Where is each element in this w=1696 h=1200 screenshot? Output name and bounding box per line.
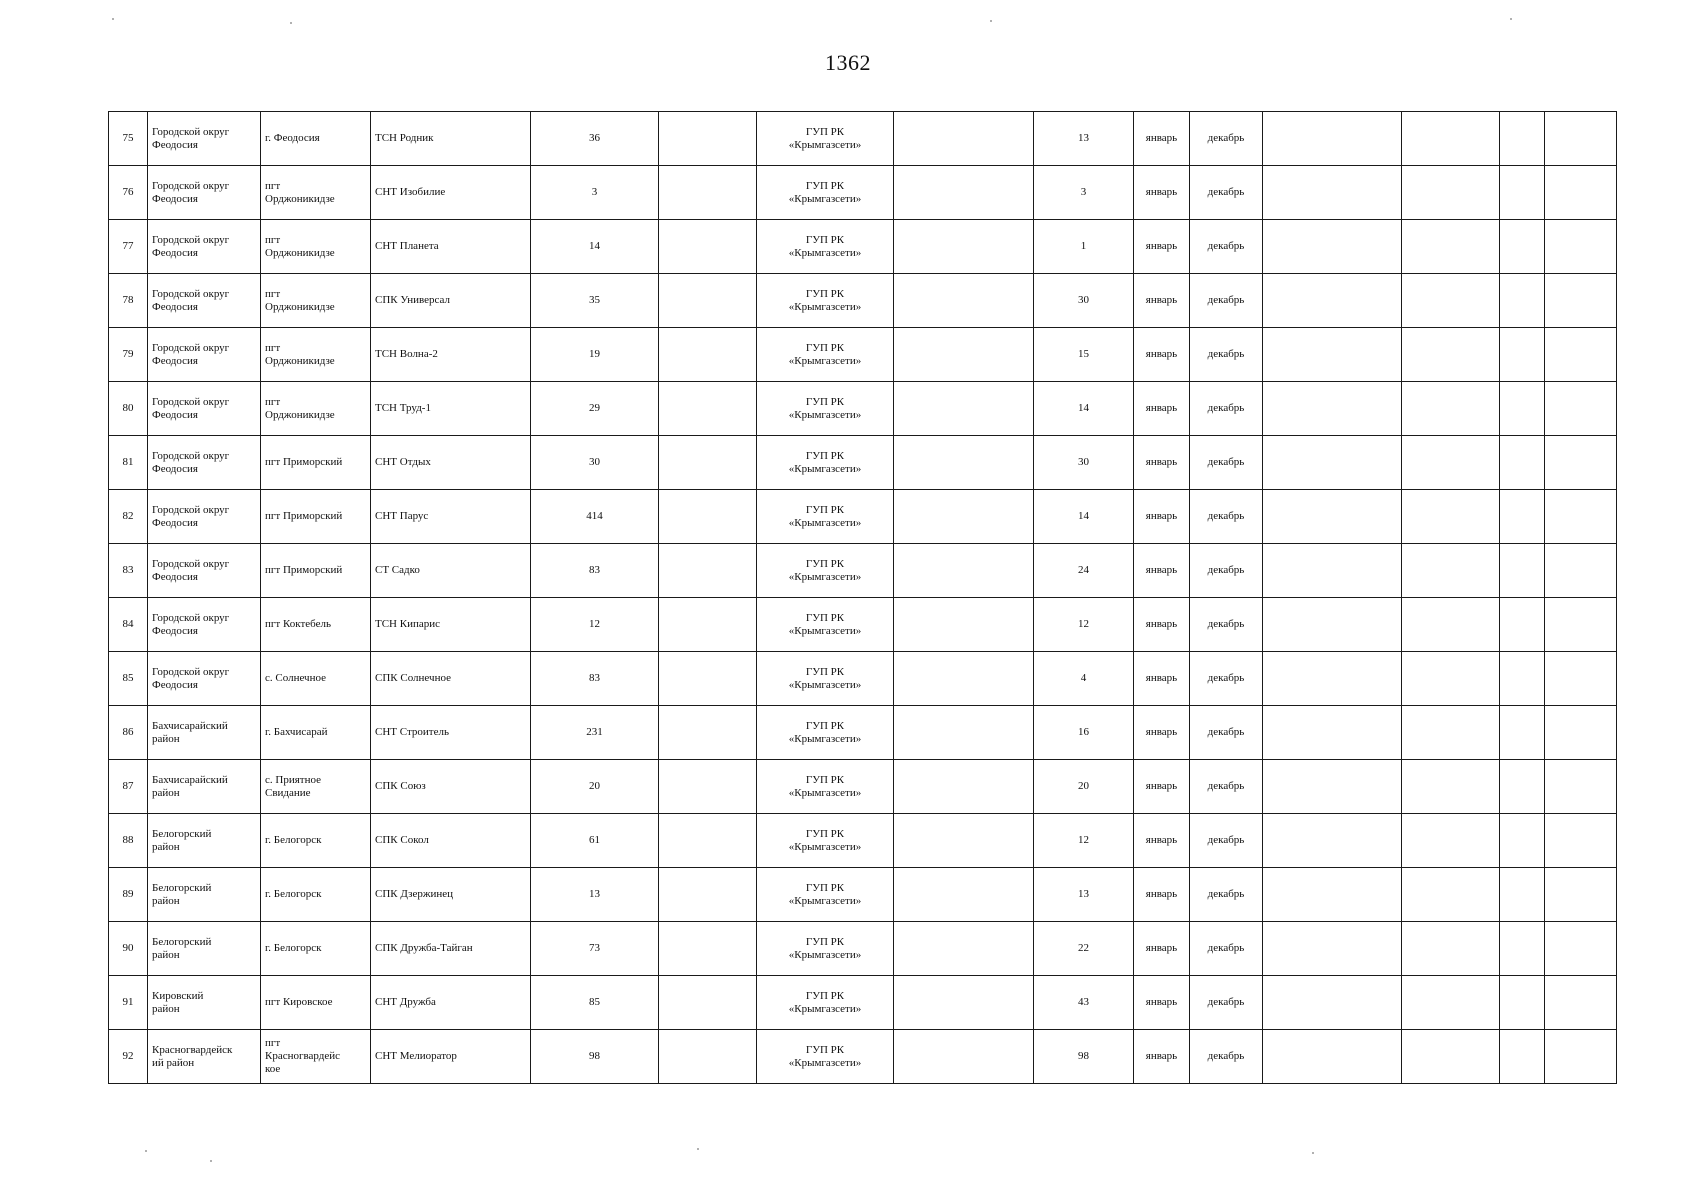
- district-cell: Городской округ Феодосия: [148, 328, 261, 382]
- scan-speck: [1312, 1152, 1314, 1154]
- row-number: 85: [109, 652, 148, 706]
- empty-cell: [1545, 1030, 1617, 1084]
- district-cell: Городской округ Феодосия: [148, 544, 261, 598]
- count-secondary-cell: 14: [1034, 490, 1134, 544]
- empty-cell: [894, 328, 1034, 382]
- row-number: 84: [109, 598, 148, 652]
- district-cell: Городской округ Феодосия: [148, 274, 261, 328]
- organization-cell: ГУП РК «Крымгазсети»: [757, 220, 894, 274]
- district-cell: Городской округ Феодосия: [148, 490, 261, 544]
- association-name-cell: ТСН Родник: [371, 112, 531, 166]
- end-month-cell: декабрь: [1190, 598, 1263, 652]
- end-month-cell: декабрь: [1190, 274, 1263, 328]
- district-cell: Белогорский район: [148, 922, 261, 976]
- empty-cell: [1263, 868, 1402, 922]
- empty-cell: [659, 598, 757, 652]
- empty-cell: [659, 382, 757, 436]
- organization-cell: ГУП РК «Крымгазсети»: [757, 922, 894, 976]
- empty-cell: [659, 868, 757, 922]
- scan-speck: [697, 1148, 699, 1150]
- empty-cell: [659, 814, 757, 868]
- district-cell: Белогорский район: [148, 814, 261, 868]
- end-month-cell: декабрь: [1190, 490, 1263, 544]
- empty-cell: [1263, 1030, 1402, 1084]
- district-cell: Белогорский район: [148, 868, 261, 922]
- end-month-cell: декабрь: [1190, 220, 1263, 274]
- count-secondary-cell: 14: [1034, 382, 1134, 436]
- count-secondary-cell: 12: [1034, 598, 1134, 652]
- empty-cell: [1500, 328, 1545, 382]
- count-cell: 73: [531, 922, 659, 976]
- count-secondary-cell: 13: [1034, 868, 1134, 922]
- end-month-cell: декабрь: [1190, 760, 1263, 814]
- empty-cell: [1500, 544, 1545, 598]
- empty-cell: [894, 166, 1034, 220]
- empty-cell: [1500, 652, 1545, 706]
- empty-cell: [1402, 598, 1500, 652]
- count-cell: 36: [531, 112, 659, 166]
- locality-cell: г. Белогорск: [261, 868, 371, 922]
- empty-cell: [1545, 544, 1617, 598]
- scan-speck: [290, 22, 292, 24]
- empty-cell: [1500, 760, 1545, 814]
- empty-cell: [1263, 652, 1402, 706]
- locality-cell: г. Белогорск: [261, 922, 371, 976]
- end-month-cell: декабрь: [1190, 1030, 1263, 1084]
- empty-cell: [1402, 814, 1500, 868]
- row-number: 77: [109, 220, 148, 274]
- start-month-cell: январь: [1134, 868, 1190, 922]
- district-cell: Красногвардейск ий район: [148, 1030, 261, 1084]
- count-cell: 3: [531, 166, 659, 220]
- count-secondary-cell: 12: [1034, 814, 1134, 868]
- empty-cell: [1402, 436, 1500, 490]
- empty-cell: [1545, 382, 1617, 436]
- count-cell: 98: [531, 1030, 659, 1084]
- count-cell: 85: [531, 976, 659, 1030]
- empty-cell: [1402, 706, 1500, 760]
- row-number: 92: [109, 1030, 148, 1084]
- count-secondary-cell: 22: [1034, 922, 1134, 976]
- empty-cell: [1545, 814, 1617, 868]
- empty-cell: [1545, 112, 1617, 166]
- end-month-cell: декабрь: [1190, 166, 1263, 220]
- start-month-cell: январь: [1134, 922, 1190, 976]
- empty-cell: [894, 220, 1034, 274]
- scan-speck: [1510, 18, 1512, 20]
- district-cell: Городской округ Феодосия: [148, 220, 261, 274]
- start-month-cell: январь: [1134, 220, 1190, 274]
- row-number: 79: [109, 328, 148, 382]
- table-row: [109, 1030, 1617, 1084]
- end-month-cell: декабрь: [1190, 706, 1263, 760]
- association-name-cell: СПК Сокол: [371, 814, 531, 868]
- empty-cell: [1545, 598, 1617, 652]
- table-row: [109, 112, 1617, 166]
- empty-cell: [1500, 868, 1545, 922]
- empty-cell: [659, 706, 757, 760]
- organization-cell: ГУП РК «Крымгазсети»: [757, 490, 894, 544]
- empty-cell: [659, 112, 757, 166]
- locality-cell: пгт Орджоникидзе: [261, 382, 371, 436]
- table-row: [109, 544, 1617, 598]
- empty-cell: [894, 544, 1034, 598]
- empty-cell: [1500, 922, 1545, 976]
- empty-cell: [894, 598, 1034, 652]
- scan-speck: [990, 20, 992, 22]
- empty-cell: [894, 436, 1034, 490]
- empty-cell: [1402, 652, 1500, 706]
- start-month-cell: январь: [1134, 1030, 1190, 1084]
- organization-cell: ГУП РК «Крымгазсети»: [757, 814, 894, 868]
- empty-cell: [1402, 868, 1500, 922]
- empty-cell: [1545, 868, 1617, 922]
- locality-cell: г. Белогорск: [261, 814, 371, 868]
- empty-cell: [1545, 166, 1617, 220]
- empty-cell: [894, 706, 1034, 760]
- start-month-cell: январь: [1134, 760, 1190, 814]
- empty-cell: [1402, 544, 1500, 598]
- count-cell: 61: [531, 814, 659, 868]
- association-name-cell: СНТ Парус: [371, 490, 531, 544]
- empty-cell: [894, 382, 1034, 436]
- empty-cell: [659, 436, 757, 490]
- row-number: 88: [109, 814, 148, 868]
- locality-cell: пгт Орджоникидзе: [261, 274, 371, 328]
- end-month-cell: декабрь: [1190, 922, 1263, 976]
- empty-cell: [1402, 490, 1500, 544]
- empty-cell: [1500, 976, 1545, 1030]
- empty-cell: [1500, 274, 1545, 328]
- register-table: [108, 111, 1617, 1084]
- row-number: 75: [109, 112, 148, 166]
- count-cell: 13: [531, 868, 659, 922]
- row-number: 81: [109, 436, 148, 490]
- empty-cell: [1263, 598, 1402, 652]
- start-month-cell: январь: [1134, 436, 1190, 490]
- count-secondary-cell: 30: [1034, 436, 1134, 490]
- association-name-cell: СТ Садко: [371, 544, 531, 598]
- empty-cell: [1402, 220, 1500, 274]
- row-number: 87: [109, 760, 148, 814]
- count-cell: 231: [531, 706, 659, 760]
- empty-cell: [1263, 328, 1402, 382]
- scan-speck: [145, 1150, 147, 1152]
- association-name-cell: СПК Союз: [371, 760, 531, 814]
- empty-cell: [1500, 814, 1545, 868]
- empty-cell: [1545, 706, 1617, 760]
- organization-cell: ГУП РК «Крымгазсети»: [757, 436, 894, 490]
- locality-cell: с. Приятное Свидание: [261, 760, 371, 814]
- association-name-cell: ТСН Волна-2: [371, 328, 531, 382]
- table-row: [109, 922, 1617, 976]
- association-name-cell: СНТ Отдых: [371, 436, 531, 490]
- organization-cell: ГУП РК «Крымгазсети»: [757, 1030, 894, 1084]
- empty-cell: [1402, 922, 1500, 976]
- district-cell: Бахчисарайский район: [148, 706, 261, 760]
- table-row: [109, 814, 1617, 868]
- end-month-cell: декабрь: [1190, 814, 1263, 868]
- row-number: 91: [109, 976, 148, 1030]
- empty-cell: [1545, 760, 1617, 814]
- table-row: [109, 868, 1617, 922]
- locality-cell: пгт Красногвардейс кое: [261, 1030, 371, 1084]
- association-name-cell: СПК Универсал: [371, 274, 531, 328]
- count-cell: 19: [531, 328, 659, 382]
- district-cell: Городской округ Феодосия: [148, 598, 261, 652]
- empty-cell: [1402, 760, 1500, 814]
- locality-cell: пгт Коктебель: [261, 598, 371, 652]
- end-month-cell: декабрь: [1190, 868, 1263, 922]
- start-month-cell: январь: [1134, 112, 1190, 166]
- row-number: 80: [109, 382, 148, 436]
- empty-cell: [1402, 976, 1500, 1030]
- end-month-cell: декабрь: [1190, 652, 1263, 706]
- empty-cell: [1545, 922, 1617, 976]
- empty-cell: [1402, 274, 1500, 328]
- count-secondary-cell: 15: [1034, 328, 1134, 382]
- table-row: [109, 760, 1617, 814]
- empty-cell: [1545, 490, 1617, 544]
- locality-cell: пгт Орджоникидзе: [261, 166, 371, 220]
- table-row: [109, 328, 1617, 382]
- empty-cell: [1263, 436, 1402, 490]
- empty-cell: [894, 868, 1034, 922]
- district-cell: Городской округ Феодосия: [148, 166, 261, 220]
- count-secondary-cell: 1: [1034, 220, 1134, 274]
- count-cell: 20: [531, 760, 659, 814]
- row-number: 76: [109, 166, 148, 220]
- empty-cell: [1402, 328, 1500, 382]
- end-month-cell: декабрь: [1190, 436, 1263, 490]
- association-name-cell: СПК Дружба-Тайган: [371, 922, 531, 976]
- organization-cell: ГУП РК «Крымгазсети»: [757, 652, 894, 706]
- row-number: 89: [109, 868, 148, 922]
- row-number: 90: [109, 922, 148, 976]
- empty-cell: [1402, 382, 1500, 436]
- empty-cell: [1500, 1030, 1545, 1084]
- empty-cell: [659, 760, 757, 814]
- count-cell: 83: [531, 544, 659, 598]
- organization-cell: ГУП РК «Крымгазсети»: [757, 706, 894, 760]
- empty-cell: [894, 922, 1034, 976]
- empty-cell: [659, 1030, 757, 1084]
- empty-cell: [1500, 166, 1545, 220]
- empty-cell: [1545, 274, 1617, 328]
- association-name-cell: СПК Дзержинец: [371, 868, 531, 922]
- association-name-cell: ТСН Труд-1: [371, 382, 531, 436]
- association-name-cell: СНТ Мелиоратор: [371, 1030, 531, 1084]
- district-cell: Городской округ Феодосия: [148, 112, 261, 166]
- end-month-cell: декабрь: [1190, 328, 1263, 382]
- empty-cell: [1263, 760, 1402, 814]
- district-cell: Кировский район: [148, 976, 261, 1030]
- empty-cell: [1500, 220, 1545, 274]
- empty-cell: [1402, 112, 1500, 166]
- start-month-cell: январь: [1134, 814, 1190, 868]
- empty-cell: [894, 976, 1034, 1030]
- start-month-cell: январь: [1134, 976, 1190, 1030]
- organization-cell: ГУП РК «Крымгазсети»: [757, 598, 894, 652]
- count-cell: 35: [531, 274, 659, 328]
- district-cell: Городской округ Феодосия: [148, 652, 261, 706]
- empty-cell: [1545, 976, 1617, 1030]
- start-month-cell: январь: [1134, 598, 1190, 652]
- table-row: [109, 220, 1617, 274]
- table-row: [109, 274, 1617, 328]
- empty-cell: [1402, 1030, 1500, 1084]
- start-month-cell: январь: [1134, 328, 1190, 382]
- row-number: 78: [109, 274, 148, 328]
- scan-speck: [112, 18, 114, 20]
- empty-cell: [894, 814, 1034, 868]
- empty-cell: [894, 1030, 1034, 1084]
- start-month-cell: январь: [1134, 652, 1190, 706]
- locality-cell: пгт Орджоникидзе: [261, 328, 371, 382]
- count-cell: 414: [531, 490, 659, 544]
- row-number: 82: [109, 490, 148, 544]
- association-name-cell: СНТ Планета: [371, 220, 531, 274]
- empty-cell: [659, 490, 757, 544]
- empty-cell: [1263, 814, 1402, 868]
- association-name-cell: СПК Солнечное: [371, 652, 531, 706]
- empty-cell: [1545, 328, 1617, 382]
- empty-cell: [659, 328, 757, 382]
- count-secondary-cell: 3: [1034, 166, 1134, 220]
- table-row: [109, 436, 1617, 490]
- empty-cell: [659, 220, 757, 274]
- locality-cell: с. Солнечное: [261, 652, 371, 706]
- empty-cell: [894, 112, 1034, 166]
- empty-cell: [1500, 112, 1545, 166]
- association-name-cell: СНТ Дружба: [371, 976, 531, 1030]
- count-secondary-cell: 24: [1034, 544, 1134, 598]
- count-secondary-cell: 16: [1034, 706, 1134, 760]
- organization-cell: ГУП РК «Крымгазсети»: [757, 328, 894, 382]
- count-cell: 29: [531, 382, 659, 436]
- table-row: [109, 166, 1617, 220]
- locality-cell: пгт Приморский: [261, 436, 371, 490]
- organization-cell: ГУП РК «Крымгазсети»: [757, 868, 894, 922]
- empty-cell: [894, 490, 1034, 544]
- end-month-cell: декабрь: [1190, 382, 1263, 436]
- district-cell: Городской округ Феодосия: [148, 436, 261, 490]
- organization-cell: ГУП РК «Крымгазсети»: [757, 166, 894, 220]
- empty-cell: [1263, 976, 1402, 1030]
- start-month-cell: январь: [1134, 382, 1190, 436]
- empty-cell: [1263, 166, 1402, 220]
- empty-cell: [1545, 436, 1617, 490]
- empty-cell: [1500, 490, 1545, 544]
- district-cell: Бахчисарайский район: [148, 760, 261, 814]
- row-number: 86: [109, 706, 148, 760]
- district-cell: Городской округ Феодосия: [148, 382, 261, 436]
- count-cell: 12: [531, 598, 659, 652]
- table-row: [109, 976, 1617, 1030]
- start-month-cell: январь: [1134, 166, 1190, 220]
- empty-cell: [894, 760, 1034, 814]
- organization-cell: ГУП РК «Крымгазсети»: [757, 382, 894, 436]
- empty-cell: [659, 922, 757, 976]
- empty-cell: [1263, 382, 1402, 436]
- empty-cell: [1545, 220, 1617, 274]
- table-body: [109, 112, 1617, 1084]
- table-row: [109, 706, 1617, 760]
- end-month-cell: декабрь: [1190, 112, 1263, 166]
- empty-cell: [1263, 112, 1402, 166]
- association-name-cell: СНТ Строитель: [371, 706, 531, 760]
- count-secondary-cell: 98: [1034, 1030, 1134, 1084]
- scan-speck: [210, 1160, 212, 1162]
- empty-cell: [659, 544, 757, 598]
- association-name-cell: СНТ Изобилие: [371, 166, 531, 220]
- count-cell: 30: [531, 436, 659, 490]
- empty-cell: [659, 976, 757, 1030]
- empty-cell: [659, 166, 757, 220]
- start-month-cell: январь: [1134, 490, 1190, 544]
- table-row: [109, 382, 1617, 436]
- empty-cell: [1500, 598, 1545, 652]
- empty-cell: [1263, 544, 1402, 598]
- organization-cell: ГУП РК «Крымгазсети»: [757, 274, 894, 328]
- count-secondary-cell: 13: [1034, 112, 1134, 166]
- count-secondary-cell: 4: [1034, 652, 1134, 706]
- locality-cell: г. Феодосия: [261, 112, 371, 166]
- empty-cell: [1263, 490, 1402, 544]
- empty-cell: [659, 652, 757, 706]
- organization-cell: ГУП РК «Крымгазсети»: [757, 544, 894, 598]
- empty-cell: [1500, 706, 1545, 760]
- locality-cell: пгт Кировское: [261, 976, 371, 1030]
- empty-cell: [1263, 220, 1402, 274]
- empty-cell: [1500, 436, 1545, 490]
- empty-cell: [1263, 274, 1402, 328]
- locality-cell: г. Бахчисарай: [261, 706, 371, 760]
- empty-cell: [1263, 922, 1402, 976]
- empty-cell: [1402, 166, 1500, 220]
- locality-cell: пгт Приморский: [261, 544, 371, 598]
- locality-cell: пгт Приморский: [261, 490, 371, 544]
- count-secondary-cell: 30: [1034, 274, 1134, 328]
- page-number: 1362: [825, 50, 871, 75]
- empty-cell: [894, 274, 1034, 328]
- count-cell: 14: [531, 220, 659, 274]
- row-number: 83: [109, 544, 148, 598]
- association-name-cell: ТСН Кипарис: [371, 598, 531, 652]
- count-secondary-cell: 20: [1034, 760, 1134, 814]
- organization-cell: ГУП РК «Крымгазсети»: [757, 976, 894, 1030]
- table-row: [109, 490, 1617, 544]
- count-secondary-cell: 43: [1034, 976, 1134, 1030]
- start-month-cell: январь: [1134, 544, 1190, 598]
- empty-cell: [1500, 382, 1545, 436]
- organization-cell: ГУП РК «Крымгазсети»: [757, 112, 894, 166]
- table-row: [109, 598, 1617, 652]
- empty-cell: [659, 274, 757, 328]
- table-row: [109, 652, 1617, 706]
- start-month-cell: январь: [1134, 274, 1190, 328]
- empty-cell: [1545, 652, 1617, 706]
- empty-cell: [894, 652, 1034, 706]
- locality-cell: пгт Орджоникидзе: [261, 220, 371, 274]
- count-cell: 83: [531, 652, 659, 706]
- end-month-cell: декабрь: [1190, 544, 1263, 598]
- organization-cell: ГУП РК «Крымгазсети»: [757, 760, 894, 814]
- start-month-cell: январь: [1134, 706, 1190, 760]
- end-month-cell: декабрь: [1190, 976, 1263, 1030]
- empty-cell: [1263, 706, 1402, 760]
